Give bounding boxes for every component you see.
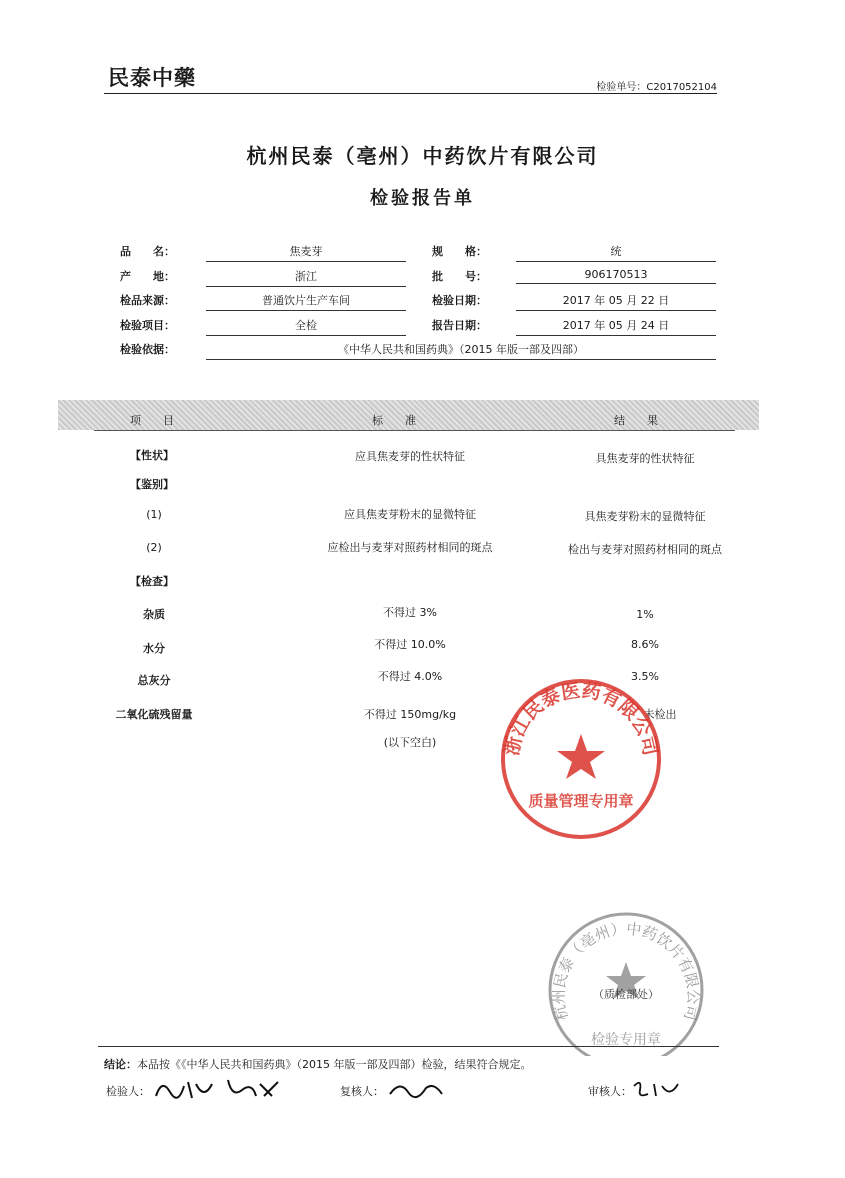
column-header-result: 结 果 (614, 414, 658, 427)
so2-standard: 不得过 150mg/kg (363, 708, 457, 721)
character-standard: 应具焦麦芽的性状特征 (355, 450, 465, 463)
blank-note: (以下空白) (383, 736, 437, 749)
identify-2-result: 检出与麦芽对照药材相同的斑点 (568, 543, 722, 556)
conclusion: 结论：本品按《《中华人民共和国药典》（2015 年版一部及四部）检验，结果符合规定。 (104, 1058, 532, 1071)
so2-name: 二氧化硫残留量 (115, 708, 193, 721)
identify-2-name: (2) (146, 541, 162, 554)
basis-label: 检验依据： (120, 343, 175, 356)
so2-result: 未检出 (643, 708, 677, 721)
name-label: 品 名： (120, 245, 175, 258)
report-date-value: 2017 年 05 月 24 日 (516, 317, 716, 336)
company-title: 杭州民泰（亳州）中药饮片有限公司 (246, 144, 599, 168)
report-date-label: 报告日期： (432, 319, 487, 332)
ash-result: 3.5% (631, 670, 659, 683)
section-character: 【性状】 (130, 449, 174, 462)
character-result: 具焦麦芽的性状特征 (595, 452, 695, 465)
column-header-standard: 标 准 (372, 414, 416, 427)
item-value: 全检 (206, 317, 406, 336)
spec-value: 统 (516, 243, 716, 262)
impurity-name: 杂质 (143, 608, 165, 621)
identify-1-name: (1) (146, 508, 162, 521)
impurity-standard: 不得过 3% (383, 606, 437, 619)
header-divider (104, 93, 717, 94)
impurity-result: 1% (636, 608, 654, 621)
source-value: 普通饮片生产车间 (206, 292, 406, 311)
origin-value: 浙江 (206, 268, 406, 287)
identify-1-result: 具焦麦芽粉末的显微特征 (584, 510, 706, 523)
spec-label: 规 格： (432, 245, 487, 258)
table-header-divider (94, 430, 735, 431)
moisture-name: 水分 (143, 642, 165, 655)
inspector-signature (152, 1074, 292, 1104)
svg-text:杭州民泰（亳州）中药饮片有限公司: 杭州民泰（亳州）中药饮片有限公司 (549, 919, 703, 1023)
ash-name: 总灰分 (137, 674, 171, 687)
inspection-seal-stamp (540, 908, 712, 1056)
conclusion-divider (98, 1046, 719, 1047)
svg-text:质量管理专用章: 质量管理专用章 (528, 792, 634, 810)
identify-2-standard: 应检出与麦芽对照药材相同的斑点 (327, 541, 493, 554)
batch-value: 906170513 (516, 268, 716, 284)
svg-text:浙江民泰医药有限公司: 浙江民泰医药有限公司 (500, 679, 662, 758)
approver-label: 审核人： (588, 1085, 632, 1098)
svg-text:检验专用章: 检验专用章 (591, 1032, 661, 1048)
column-header-item: 项 目 (130, 414, 174, 427)
ash-standard: 不得过 4.0% (377, 670, 443, 683)
brand-logo: 民泰中藥 (108, 65, 196, 90)
moisture-result: 8.6% (631, 638, 659, 651)
moisture-standard: 不得过 10.0% (374, 638, 446, 651)
section-check: 【检查】 (130, 575, 174, 588)
reviewer-label: 复核人： (340, 1085, 384, 1098)
origin-label: 产 地： (120, 270, 175, 283)
batch-label: 批 号： (432, 270, 487, 283)
identify-1-standard: 应具焦麦芽粉末的显微特征 (344, 508, 476, 521)
basis-value: 《中华人民共和国药典》（2015 年版一部及四部） (206, 341, 716, 360)
section-identify: 【鉴别】 (130, 478, 174, 491)
document-title: 检验报告单 (370, 188, 475, 209)
svg-text:（质检部处）: （质检部处） (593, 988, 659, 1001)
name-value: 焦麦芽 (206, 243, 406, 262)
inspect-date-value: 2017 年 05 月 22 日 (516, 292, 716, 311)
inspect-date-label: 检验日期： (432, 294, 487, 307)
quality-seal-stamp (498, 676, 664, 842)
inspector-label: 检验人： (106, 1085, 150, 1098)
approver-signature (630, 1076, 690, 1102)
source-label: 检品来源： (120, 294, 175, 307)
item-label: 检验项目： (120, 319, 175, 332)
reviewer-signature (386, 1076, 450, 1102)
report-number: 检验单号：C2017052104 (596, 82, 717, 93)
